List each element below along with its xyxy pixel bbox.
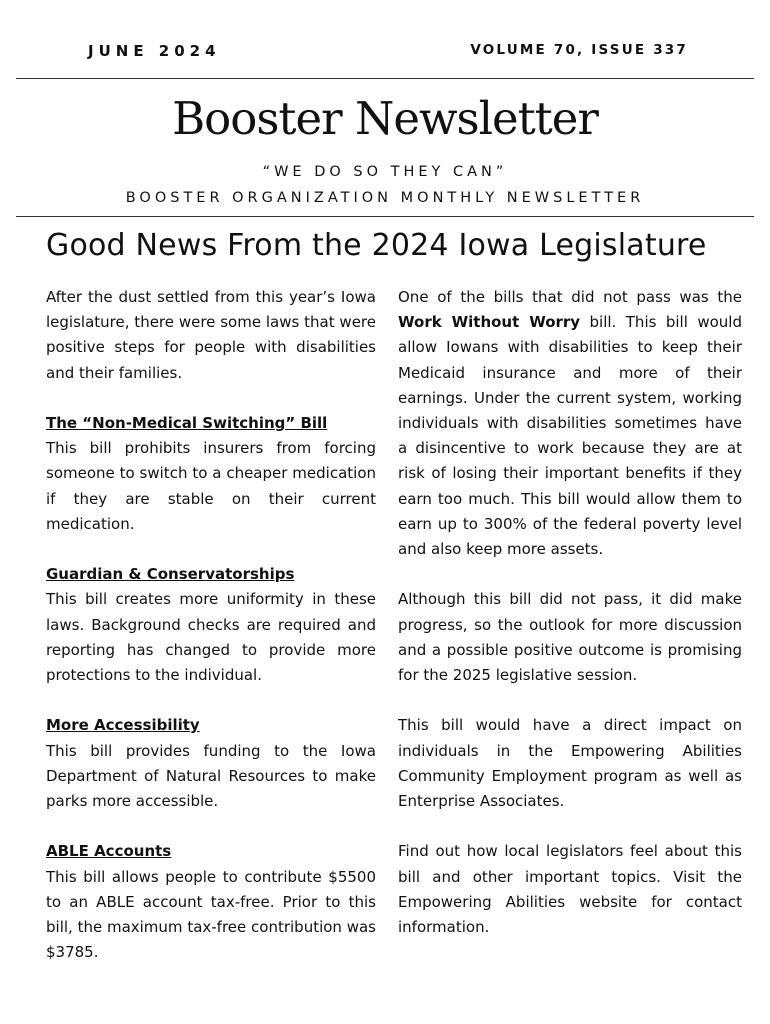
impact-paragraph: This bill would have a direct impact on individuals in the Empowering Abilities Community Employment program as well as Enterprise Associates. (398, 716, 742, 811)
top-divider (16, 78, 754, 79)
section-heading: Guardian & Conservatorships (46, 565, 295, 584)
left-column (46, 285, 376, 965)
issue-date: JUNE 2024 (88, 42, 221, 60)
section-more-accessibility (46, 713, 376, 814)
masthead-divider (16, 216, 754, 217)
section-body: This bill prohibits insurers from forcing someone to switch to a cheaper medication if they are stable on their current medication. (46, 439, 376, 533)
article-headline: Good News From the 2024 Iowa Legislature (46, 228, 707, 263)
newsletter-title: Booster Newsletter (172, 92, 598, 145)
issue-volume: VOLUME 70, ISSUE 337 (470, 42, 688, 58)
bill-name: Work Without Worry (398, 313, 581, 332)
contact-paragraph: Find out how local legislators feel about this bill and other important topics. Visit the Empowering Abilities website for contact information. (398, 842, 742, 937)
section-able-accounts (46, 839, 376, 965)
slogan: “WE DO SO THEY CAN” (262, 164, 508, 180)
section-body: This bill creates more uniformity in these laws. Background checks are required and reporting has changed to provide more protections to the individual. (46, 590, 376, 685)
paragraph-text: bill. This bill would allow Iowans with disabilities to keep their Medicaid insurance and more of their earnings. Under the current system, working individuals with disabilities sometimes have a disincentive to work because they are at risk of losing their important benefits if they earn too much. This bill would allow them to earn up to 300% of the federal poverty level and also keep more assets. (398, 313, 742, 559)
section-non-medical-switching (46, 411, 376, 537)
section-heading: More Accessibility (46, 716, 200, 735)
section-heading: The “Non-Medical Switching” Bill (46, 414, 328, 432)
right-column (398, 285, 742, 940)
section-heading: ABLE Accounts (46, 842, 172, 861)
section-body: This bill provides funding to the Iowa Department of Natural Resources to make parks more accessible. (46, 741, 376, 811)
paragraph-text: One of the bills that did not pass was the (398, 288, 742, 306)
section-body: This bill allows people to contribute $5500 to an ABLE account tax-free. Prior to this bill, the maximum tax-free contribution was $3785. (46, 867, 376, 962)
intro-paragraph: After the dust settled from this year’s Iowa legislature, there were some laws that were positive steps for people with disabilities and their families. (46, 288, 376, 382)
outlook-paragraph: Although this bill did not pass, it did make progress, so the outlook for more discussion and a possible positive outcome is promising for the 2025 legislative session. (398, 590, 742, 685)
masthead-top (16, 42, 754, 66)
work-without-worry-paragraph (398, 285, 742, 562)
section-guardian-conservatorships (46, 562, 376, 688)
newsletter-subtitle: BOOSTER ORGANIZATION MONTHLY NEWSLETTER (125, 190, 645, 206)
